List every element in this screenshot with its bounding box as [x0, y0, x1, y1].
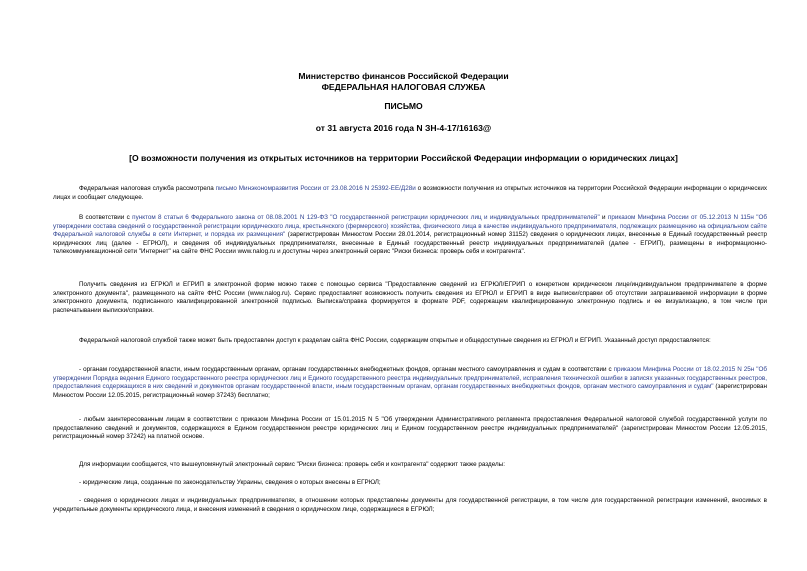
paragraph-8	[53, 479, 767, 488]
link-minek-letter[interactable]: письмо Минэкономразвития России от 23.08.2016 N 25392-ЕЕ/Д28и	[215, 185, 416, 192]
paragraph-text: (зарегистрирован Минюстом России 12.05.2015, регистрационный номер 37243) бесплатно;	[53, 383, 767, 399]
paragraph-text: - сведения о юридических лицах и индивидуальных предпринимателях, в отношении которых представлены документы для государственной регистрации, в том числе для государственной регистрации изменений, вносимых в учредительные документы юридического лица, и внесения изменений в сведения о юридическом лице, содержащиеся в ЕГРЮЛ;	[53, 497, 767, 513]
paragraph-2	[53, 214, 767, 257]
doc-date-number: от 31 августа 2016 года N ЗН-4-17/16163@	[315, 123, 492, 133]
paragraph-6	[53, 416, 767, 442]
link-federal-law-129[interactable]: пунктом 8 статьи 6 Федерального закона от 08.08.2001 N 129-ФЗ "О государственной регистрации юридических лиц и индивидуальных предпринимателей"	[132, 214, 600, 221]
paragraph-text: - юридические лица, созданные по законодательству Украины, сведения о которых внесены в ЕГРЮЛ;	[79, 479, 381, 486]
service-heading: ФЕДЕРАЛЬНАЯ НАЛОГОВАЯ СЛУЖБА	[321, 82, 486, 92]
paragraph-text: Федеральная налоговая служба рассмотрела	[79, 185, 216, 192]
paragraph-text: о возможности получения из открытых источников на территории Российской Федерации информации о юридических лицах и сообщает следующее.	[53, 185, 767, 201]
doc-type-heading: ПИСЬМО	[384, 101, 423, 111]
paragraph-text: Федеральной налоговой службой также может быть предоставлен доступ к разделам сайта ФНС России, содержащим открытые и общедоступные сведения из ЕГРЮЛ и ЕГРИП. Указанный доступ предоставляется:	[79, 337, 711, 344]
link-order-115n[interactable]: приказом Минфина России от 05.12.2013 N 115н "Об утверждении состава сведений о государственной регистрации юридического лица, крестьянского (фермерского) хозяйства, физического лица в качестве индивидуального предпринимателя, подлежащих размещению на официальном сайте Федеральной налоговой службы в сети Интернет, и порядка их размещения"	[53, 214, 767, 239]
paragraph-text: - любым заинтересованным лицам в соответствии с приказом Минфина России от 15.01.2015 N 5 "Об утверждении Административного регламента предоставления Федеральной налоговой службой государственной услуги по предоставлению сведений и документов, содержащихся в Едином государственном реестре юридических лиц и Едином государственном реестре индивидуальных предпринимателей" (зарегистрирован Минюстом России 12.05.2015, регистрационный номер 37242) на платной основе.	[53, 416, 767, 441]
paragraph-text: (зарегистрирован Минюстом России 28.01.2014, регистрационный номер 31152) сведения о юридических лицах, внесенные в Единый государственный реестр юридических лиц (далее - ЕГРЮЛ), и сведения об индивидуальных предпринимателях, внесенные в Единый государственный реестр индивидуальных предпринимателей (далее - ЕГРИП), размещены в информационно-телекоммуникационной сети "Интернет" на сайте ФНС России www.nalog.ru и доступны через электронный сервис "Риски бизнеса: проверь себя и контрагента".	[53, 231, 767, 256]
paragraph-4	[53, 337, 767, 346]
paragraph-7	[53, 461, 767, 470]
paragraph-5	[53, 366, 767, 400]
paragraph-9	[53, 497, 767, 514]
doc-subject: [О возможности получения из открытых источников на территории Российской Федерации информации о юридических лицах]	[129, 153, 678, 163]
paragraph-text: Для информации сообщается, что вышеупомянутый электронный сервис "Риски бизнеса: проверь себя и контрагента" содержит также разделы:	[79, 461, 505, 468]
paragraph-1	[53, 185, 767, 202]
paragraph-3	[53, 281, 767, 315]
paragraph-text: Получить сведения из ЕГРЮЛ и ЕГРИП в электронной форме можно также с помощью сервиса "Предоставление сведений из ЕГРЮЛ/ЕГРИП о конкретном юридическом лице/индивидуальном предпринимателе в форме электронного документа", размещенного на сайте ФНС России (www.nalog.ru). Сервис предоставляет возможность получить сведения из ЕГРЮЛ и ЕГРИП в виде выписки/справки об отсутствии запрашиваемой информации в форме электронного документа, подписанного квалифицированной электронной подписью. Выписка/справка формируется в формате PDF, содержащем квалифицированную электронную подпись и ее визуализацию, в том числе при распечатывании выписки/справки.	[53, 281, 767, 314]
ministry-heading: Министерство финансов Российской Федерации	[298, 71, 509, 81]
paragraph-text: - органам государственной власти, иным государственным органам, органам государственных внебюджетных фондов, органам местного самоуправления и судам в соответствии с	[79, 366, 614, 373]
link-order-25n[interactable]: приказом Минфина России от 18.02.2015 N 25н "Об утверждении Порядка ведения Единого государственного реестра юридических лиц и Единого государственного реестра индивидуальных предпринимателей, исправления технической ошибки в записях указанных государственных реестров, предоставления содержащихся в них сведений и документов органам государственной власти, иным государственным органам, органам государственных внебюджетных фондов, органам местного самоуправления и судам"	[53, 366, 767, 391]
paragraph-text: В соответствии с	[79, 214, 133, 221]
paragraph-text: и	[599, 214, 608, 221]
